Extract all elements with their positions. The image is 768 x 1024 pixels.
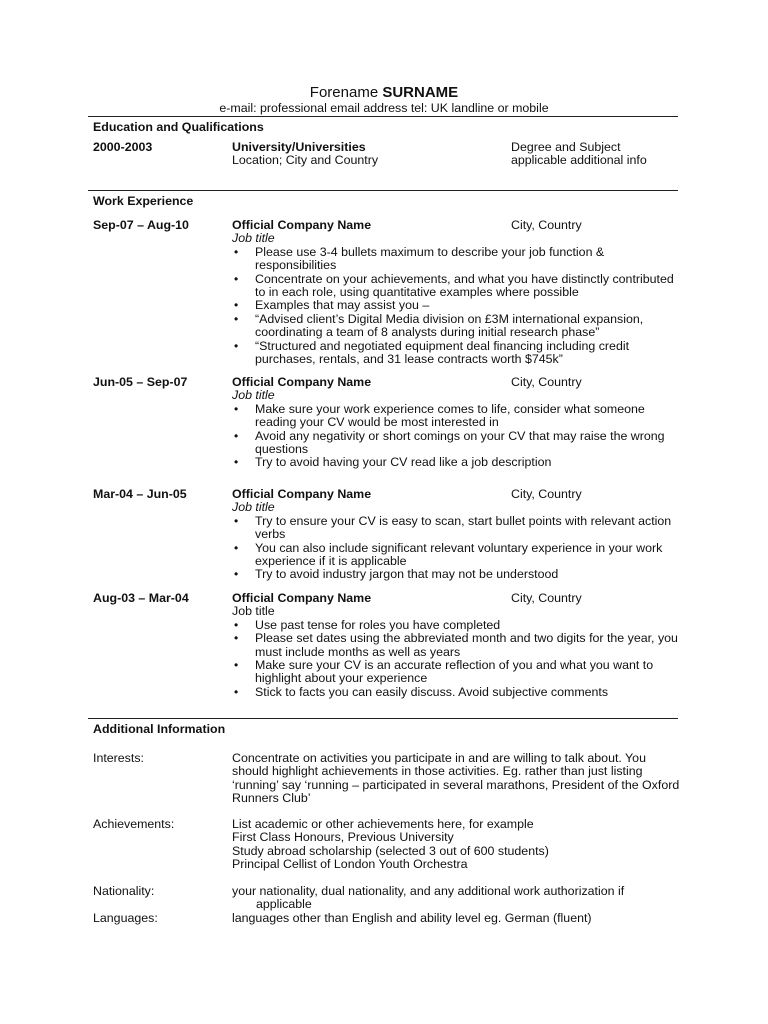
achievement-line: Study abroad scholarship (selected 3 out of 600 students)	[232, 843, 549, 858]
job-bullets	[232, 515, 682, 582]
education-degree-block	[511, 141, 647, 168]
bullet-item: • Concentrate on your achievements, and what you have distinctly contributed to in each role, using quantitative examples where possible	[232, 273, 682, 300]
bullet-item: • Try to avoid having your CV read like a job description	[232, 456, 682, 469]
job-location: City, Country	[511, 591, 582, 605]
job-dates: Jun-05 – Sep-07	[93, 375, 188, 389]
bullet-item: • Please set dates using the abbreviated month and two digits for the year, you must include months as well as years	[232, 632, 682, 659]
job-title: Job title	[232, 388, 275, 403]
bullet-item: • You can also include significant relevant voluntary experience in your work experience if it is applicable	[232, 542, 682, 569]
section-divider	[88, 116, 678, 117]
bullet-item: • Please use 3-4 bullets maximum to describe your job function & responsibilities	[232, 246, 682, 273]
company-name: Official Company Name	[232, 591, 372, 605]
candidate-name	[0, 84, 768, 101]
languages-text: languages other than English and ability level eg. German (fluent)	[232, 911, 592, 925]
bullet-item: • Make sure your CV is an accurate reflection of you and what you want to highlight about your experience	[232, 659, 682, 686]
surname: SURNAME	[382, 84, 459, 101]
bullet-item: • Stick to facts you can easily discuss. Avoid subjective comments	[232, 686, 682, 699]
job-location: City, Country	[511, 375, 582, 389]
job-title: Job title	[232, 604, 275, 619]
nationality-text	[232, 885, 682, 912]
job-entry	[232, 488, 682, 582]
nationality-label: Nationality:	[93, 884, 155, 898]
bullet-item: • Make sure your work experience comes to life, consider what someone reading your CV would be most interested in	[232, 403, 682, 430]
interests-text: Concentrate on activities you participate in and are willing to talk about. You should highlight achievements in those activities. Eg. rather than just listing ‘running’ say ‘running – participated in several marathons, President of the Oxford Runners Club’	[232, 751, 680, 806]
education-location: Location; City and Country	[232, 153, 379, 168]
company-name: Official Company Name	[232, 218, 372, 232]
bullet-item: • “Structured and negotiated equipment deal financing including credit purchases, rentals, and 31 lease contracts worth $745k”	[232, 340, 682, 367]
achievements-label: Achievements:	[93, 817, 175, 831]
nationality-line: applicable	[256, 897, 312, 912]
education-institution: University/Universities	[232, 140, 366, 154]
company-name: Official Company Name	[232, 375, 372, 389]
job-entry	[232, 376, 682, 470]
job-dates: Sep-07 – Aug-10	[93, 218, 189, 232]
education-title: Education and Qualifications	[93, 120, 264, 134]
company-name: Official Company Name	[232, 487, 372, 501]
interests-label: Interests:	[93, 751, 144, 765]
achievement-line: First Class Honours, Previous University	[232, 830, 454, 845]
achievement-line: List academic or other achievements here, for example	[232, 817, 534, 831]
additional-info-title: Additional Information	[93, 722, 226, 736]
bullet-item: • Try to avoid industry jargon that may not be understood	[232, 568, 682, 581]
nationality-line: your nationality, dual nationality, and any additional work authorization if	[232, 884, 625, 898]
education-degree: Degree and Subject	[511, 140, 621, 154]
achievements-list	[232, 818, 682, 872]
bullet-item: • Try to ensure your CV is easy to scan, start bullet points with relevant action verbs	[232, 515, 682, 542]
job-bullets	[232, 246, 682, 367]
contact-line: e-mail: professional email address tel: UK landline or mobile	[219, 101, 549, 115]
education-dates: 2000-2003	[93, 140, 153, 154]
forename: Forename	[309, 84, 379, 101]
bullet-item: • Examples that may assist you –	[232, 299, 682, 312]
education-additional: applicable additional info	[511, 153, 647, 168]
achievement-line: Principal Cellist of London Youth Orchestra	[232, 857, 468, 872]
work-experience-title: Work Experience	[93, 194, 194, 208]
job-bullets	[232, 403, 682, 470]
cv-header	[0, 84, 768, 115]
job-title: Job title	[232, 500, 275, 515]
job-entry	[232, 219, 682, 366]
languages-label: Languages:	[93, 911, 158, 925]
job-location: City, Country	[511, 487, 582, 501]
job-dates: Aug-03 – Mar-04	[93, 591, 189, 605]
job-title: Job title	[232, 231, 275, 246]
bullet-item: • “Advised client’s Digital Media division on £3M international expansion, coordinating a team of 8 analysts during initial research phase”	[232, 313, 682, 340]
job-location: City, Country	[511, 218, 582, 232]
job-dates: Mar-04 – Jun-05	[93, 487, 187, 501]
job-entry	[232, 592, 682, 699]
section-divider	[88, 190, 678, 191]
bullet-item: • Avoid any negativity or short comings on your CV that may raise the wrong questions	[232, 430, 682, 457]
job-bullets	[232, 619, 682, 699]
bullet-item: • Use past tense for roles you have completed	[232, 619, 682, 632]
section-divider	[88, 718, 678, 719]
